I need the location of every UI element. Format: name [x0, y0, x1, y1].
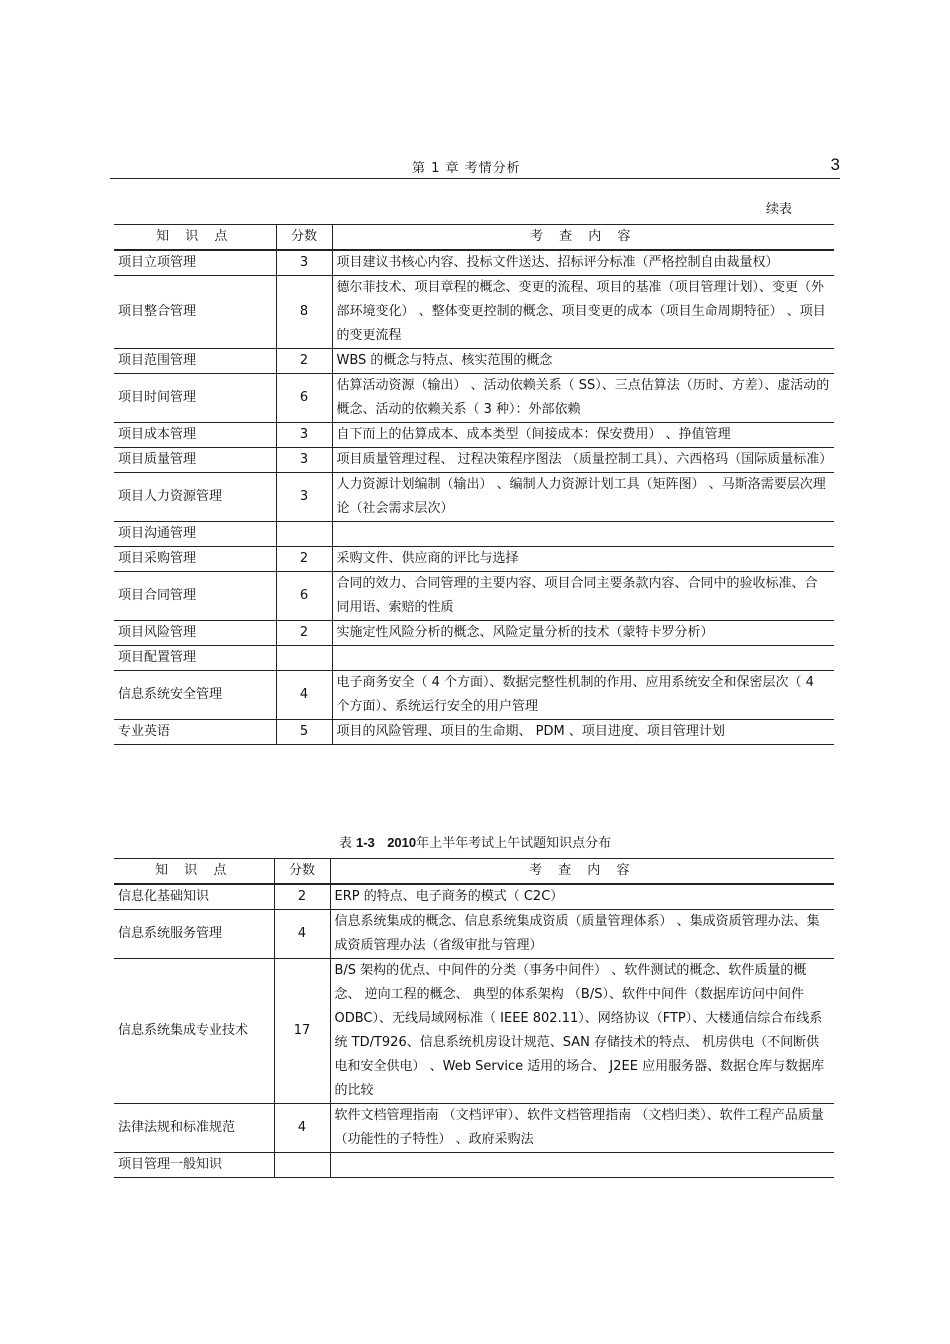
score-cell: 5 [276, 720, 332, 745]
table-row [114, 621, 834, 646]
content-cell [332, 646, 834, 671]
column-header-score: 分数 [276, 225, 332, 251]
table-row [114, 473, 834, 522]
score-cell: 4 [274, 1104, 330, 1153]
table-row [114, 671, 834, 720]
column-header-content: 考 查 内 容 [330, 859, 834, 885]
column-header-topic: 知 识 点 [114, 225, 276, 251]
topic-cell: 项目成本管理 [114, 423, 276, 448]
topic-cell: 项目时间管理 [114, 374, 276, 423]
score-cell: 3 [276, 473, 332, 522]
topic-cell: 项目沟通管理 [114, 522, 276, 547]
topic-cell: 信息系统集成专业技术 [114, 959, 274, 1104]
knowledge-table-2010 [114, 858, 834, 1178]
content-cell: 电子商务安全（ 4 个方面）、数据完整性机制的作用、应用系统安全和保密层次（ 4 个方面）、系统运行安全的用户管理 [332, 671, 834, 720]
table-row [114, 276, 834, 349]
topic-cell: 项目风险管理 [114, 621, 276, 646]
content-cell: B/S 架构的优点、中间件的分类（事务中间件） 、软件测试的概念、软件质量的概念、 逆向工程的概念、 典型的体系架构 （B/S）、软件中间件（数据库访问中间件 ODBC）、无线局域网标准（ IEEE 802.11）、网络协议（FTP）、大楼通信综合布线系统 TD/T926、信息系统机房设计规范、SAN 存储技术的特点、 机房供电（不间断供电和安全供电） 、Web Service 适用的场合、 J2EE 应用服务器、数据仓库与数据库的比较 [330, 959, 834, 1104]
table-row [114, 349, 834, 374]
topic-cell: 信息系统服务管理 [114, 910, 274, 959]
content-cell: 估算活动资源（输出） 、活动依赖关系（ SS）、三点估算法（历时、方差）、虚活动的概念、活动的依赖关系（ 3 种）：外部依赖 [332, 374, 834, 423]
column-header-topic: 知 识 点 [114, 859, 274, 885]
content-cell: ERP 的特点、电子商务的模式（ C2C） [330, 884, 834, 910]
topic-cell: 法律法规和标准规范 [114, 1104, 274, 1153]
table-row [114, 572, 834, 621]
score-cell: 6 [276, 572, 332, 621]
content-cell: 德尔菲技术、项目章程的概念、变更的流程、项目的基准（项目管理计划）、变更（外部环境变化） 、整体变更控制的概念、项目变更的成本（项目生命周期特征） 、项目的变更流程 [332, 276, 834, 349]
content-cell: 信息系统集成的概念、信息系统集成资质（质量管理体系） 、集成资质管理办法、集成资质管理办法（省级审批与管理） [330, 910, 834, 959]
content-cell: 人力资源计划编制（输出） 、编制人力资源计划工具（矩阵图） 、马斯洛需要层次理论（社会需求层次） [332, 473, 834, 522]
table-caption: 表 1-3 2010年上半年考试上午试题知识点分布 [338, 835, 612, 851]
content-cell: 项目的风险管理、项目的生命期、 PDM 、项目进度、项目管理计划 [332, 720, 834, 745]
table-row [114, 547, 834, 572]
score-cell: 2 [276, 621, 332, 646]
content-cell [330, 1153, 834, 1178]
score-cell: 3 [276, 423, 332, 448]
table-row [114, 374, 834, 423]
content-cell: 项目质量管理过程、 过程决策程序图法 （质量控制工具）、六西格玛（国际质量标准） [332, 448, 834, 473]
topic-cell: 项目人力资源管理 [114, 473, 276, 522]
score-cell: 2 [276, 547, 332, 572]
column-header-score: 分数 [274, 859, 330, 885]
score-cell [276, 522, 332, 547]
content-cell: 合同的效力、合同管理的主要内容、项目合同主要条款内容、合同中的验收标准、合同用语、索赔的性质 [332, 572, 834, 621]
table-row [114, 1153, 834, 1178]
knowledge-table-continued [114, 224, 834, 745]
content-cell: 实施定性风险分析的概念、风险定量分析的技术（蒙特卡罗分析） [332, 621, 834, 646]
table-row [114, 720, 834, 745]
content-cell: 项目建议书核心内容、投标文件送达、招标评分标准（严格控制自由裁量权） [332, 250, 834, 276]
content-cell: 采购文件、供应商的评比与选择 [332, 547, 834, 572]
topic-cell: 项目管理一般知识 [114, 1153, 274, 1178]
continuation-label: 续表 [766, 202, 793, 217]
score-cell: 4 [276, 671, 332, 720]
table-row [114, 1104, 834, 1153]
content-cell: 自下而上的估算成本、成本类型（间接成本：保安费用） 、挣值管理 [332, 423, 834, 448]
table-row [114, 884, 834, 910]
page-header [110, 150, 840, 179]
table-row [114, 959, 834, 1104]
topic-cell: 信息化基础知识 [114, 884, 274, 910]
table-header-row [114, 225, 834, 251]
topic-cell: 项目整合管理 [114, 276, 276, 349]
table-row [114, 250, 834, 276]
topic-cell: 信息系统安全管理 [114, 671, 276, 720]
page-number: 3 [830, 155, 840, 174]
topic-cell: 项目配置管理 [114, 646, 276, 671]
topic-cell: 项目立项管理 [114, 250, 276, 276]
score-cell: 17 [274, 959, 330, 1104]
score-cell: 3 [276, 448, 332, 473]
topic-cell: 专业英语 [114, 720, 276, 745]
score-cell: 2 [274, 884, 330, 910]
table-row [114, 646, 834, 671]
score-cell: 6 [276, 374, 332, 423]
score-cell [274, 1153, 330, 1178]
column-header-content: 考 查 内 容 [332, 225, 834, 251]
table-row [114, 423, 834, 448]
topic-cell: 项目范围管理 [114, 349, 276, 374]
table-header-row [114, 859, 834, 885]
topic-cell: 项目合同管理 [114, 572, 276, 621]
score-cell [276, 646, 332, 671]
content-cell: WBS 的概念与特点、核实范围的概念 [332, 349, 834, 374]
score-cell: 8 [276, 276, 332, 349]
chapter-title: 第 1 章 考情分析 [412, 161, 521, 176]
topic-cell: 项目质量管理 [114, 448, 276, 473]
content-cell: 软件文档管理指南 （文档评审）、软件文档管理指南 （文档归类）、软件工程产品质量（功能性的子特性） 、政府采购法 [330, 1104, 834, 1153]
topic-cell: 项目采购管理 [114, 547, 276, 572]
score-cell: 2 [276, 349, 332, 374]
content-cell [332, 522, 834, 547]
table-row [114, 522, 834, 547]
table-row [114, 910, 834, 959]
score-cell: 4 [274, 910, 330, 959]
score-cell: 3 [276, 250, 332, 276]
table-row [114, 448, 834, 473]
